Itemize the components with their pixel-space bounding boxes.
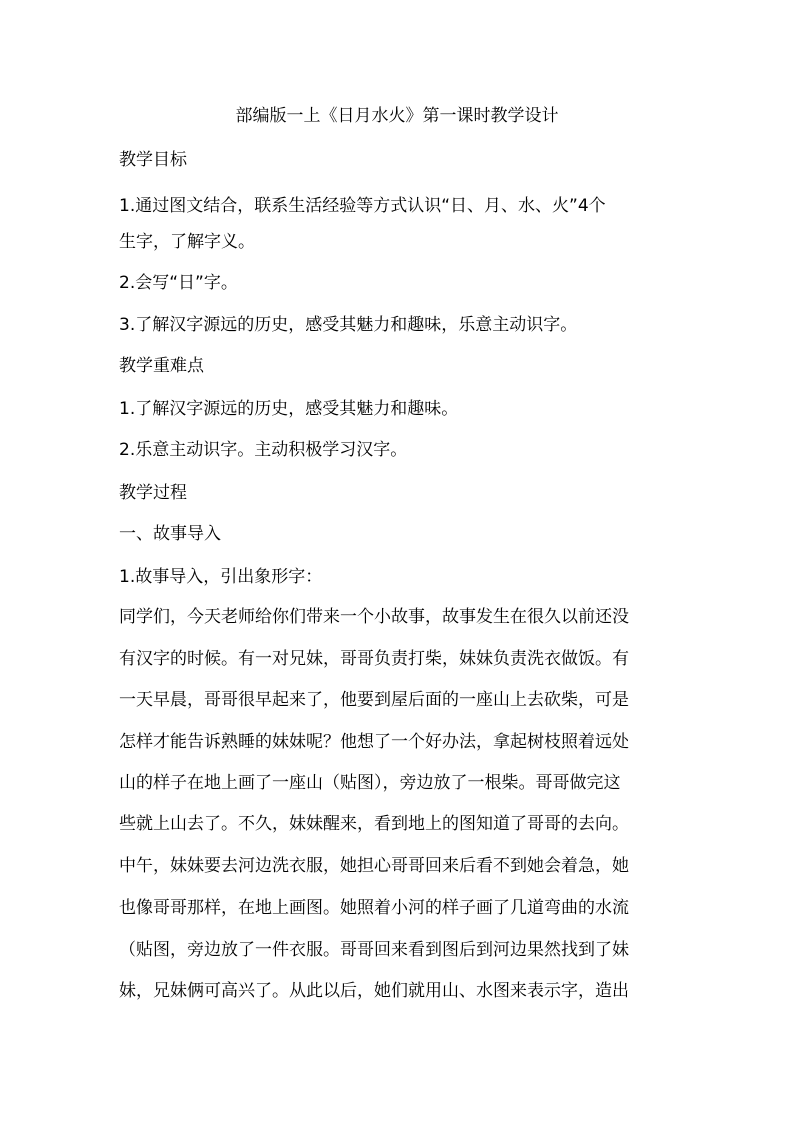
heading-teaching-process: 教学过程 — [119, 483, 187, 503]
goal-2: 2.会写“日”字。 — [119, 273, 238, 293]
story-paragraph-line-9: （贴图，旁边放了一件衣服。哥哥回来看到图后到河边果然找到了妹 — [119, 940, 629, 960]
story-paragraph-line-3: 一天早晨，哥哥很早起来了，他要到屋后面的一座山上去砍柴，可是 — [119, 690, 629, 710]
goal-1-line-1: 1.通过图文结合，联系生活经验等方式认识“日、月、水、火”4个 — [119, 196, 606, 216]
story-paragraph-line-2: 有汉字的时候。有一对兄妹，哥哥负责打柴，妹妹负责洗衣做饭。有 — [119, 649, 629, 669]
goal-3: 3.了解汉字源远的历史，感受其魅力和趣味，乐意主动识字。 — [119, 315, 578, 335]
difficulty-1: 1.了解汉字源远的历史，感受其魅力和趣味。 — [119, 399, 459, 419]
story-paragraph-line-10: 妹，兄妹俩可高兴了。从此以后，她们就用山、水图来表示字，造出 — [119, 981, 629, 1001]
difficulty-2: 2.乐意主动识字。主动积极学习汉字。 — [119, 440, 408, 460]
story-paragraph-line-4: 怎样才能告诉熟睡的妹妹呢？他想了一个好办法，拿起树枝照着远处 — [119, 732, 629, 752]
story-paragraph-line-7: 中午，妹妹要去河边洗衣服，她担心哥哥回来后看不到她会着急，她 — [119, 856, 629, 876]
story-paragraph-line-8: 也像哥哥那样，在地上画图。她照着小河的样子画了几道弯曲的水流 — [119, 898, 629, 918]
section-story-intro: 一、故事导入 — [119, 524, 221, 544]
step-1-heading: 1.故事导入，引出象形字： — [119, 567, 323, 587]
story-paragraph-line-6: 些就上山去了。不久，妹妹醒来，看到地上的图知道了哥哥的去向。 — [119, 814, 629, 834]
story-paragraph-line-5: 山的样子在地上画了一座山（贴图），旁边放了一根柴。哥哥做完这 — [119, 773, 621, 793]
heading-key-difficulties: 教学重难点 — [119, 356, 204, 376]
document-title: 部编版一上《日月水火》第一课时教学设计 — [235, 106, 559, 126]
heading-teaching-goals: 教学目标 — [119, 150, 187, 170]
goal-1-line-2: 生字，了解字义。 — [119, 232, 255, 252]
story-paragraph-line-1: 同学们，今天老师给你们带来一个小故事，故事发生在很久以前还没 — [119, 607, 629, 627]
